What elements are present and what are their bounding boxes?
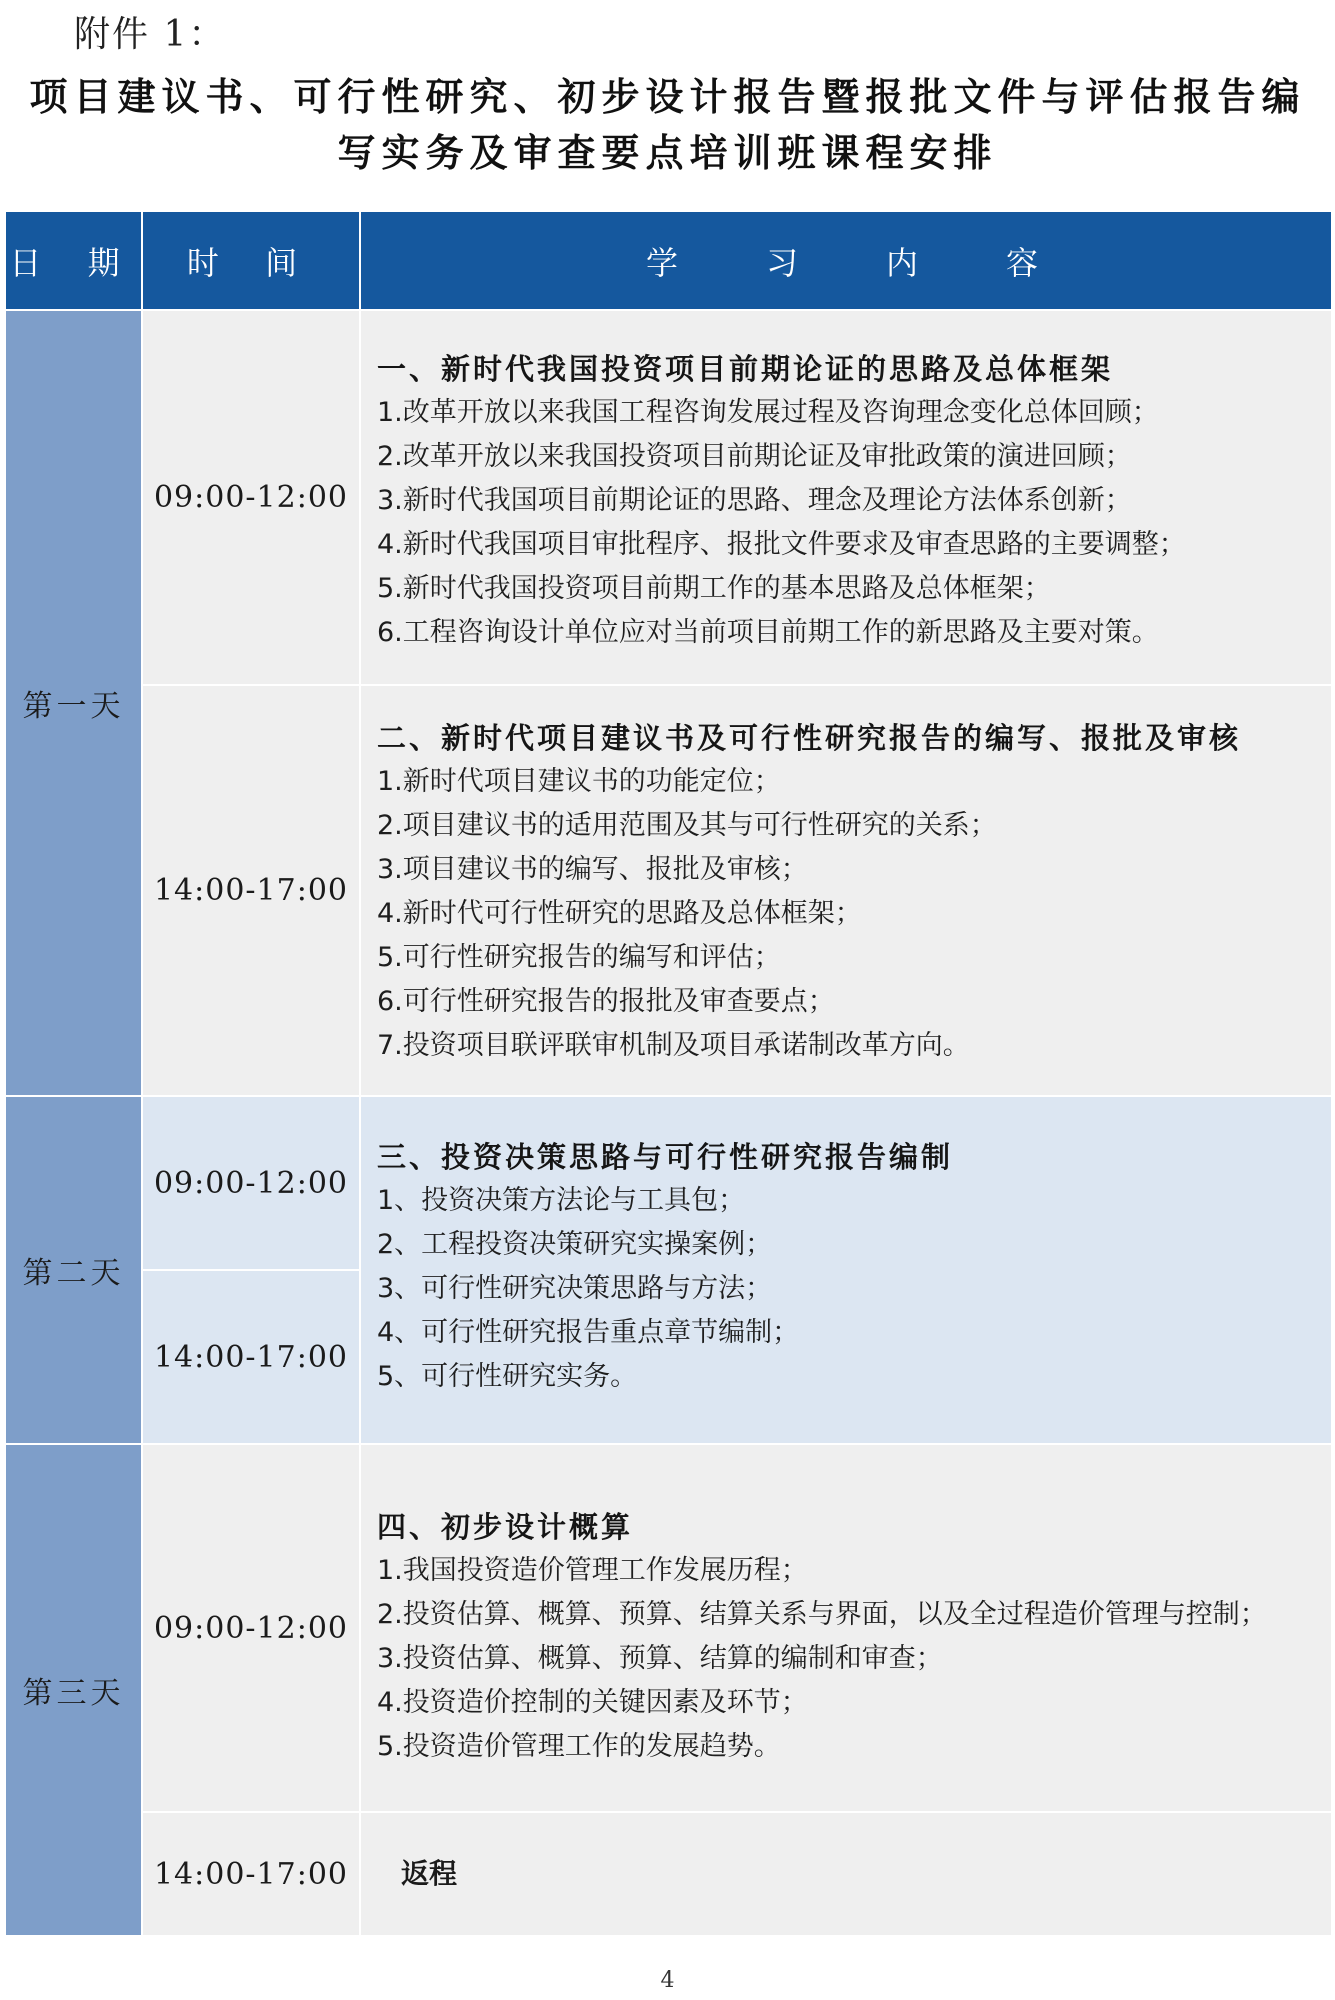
- list-item: 4、可行性研究报告重点章节编制；: [377, 1317, 800, 1348]
- list-item: 1.改革开放以来我国工程咨询发展过程及咨询理念变化总体回顾；: [377, 397, 1159, 428]
- header-content: [360, 211, 1332, 310]
- day-2-afternoon-time: 14:00-17:00: [142, 1270, 360, 1444]
- header-time-label: 时 间: [186, 243, 316, 282]
- list-item: 5、可行性研究实务。: [377, 1361, 638, 1392]
- attachment-label: 附件 1：: [74, 14, 227, 55]
- list-item: 6.工程咨询设计单位应对当前项目前期工作的新思路及主要对策。: [377, 617, 1159, 648]
- document-title-line-1: 项目建议书、可行性研究、初步设计报告暨报批文件与评估报告编: [29, 75, 1306, 119]
- list-item: 6.可行性研究报告的报批及审查要点；: [377, 986, 835, 1017]
- return-trip-text: 返程: [401, 1857, 458, 1890]
- header-time: [142, 211, 360, 310]
- list-item: 3、可行性研究决策思路与方法；: [377, 1273, 773, 1304]
- section-title: 三、投资决策思路与可行性研究报告编制: [377, 1140, 954, 1174]
- header-date-label: 日 期: [9, 243, 138, 282]
- table-row: [5, 1444, 1332, 1812]
- day-1-session-2-time: 14:00-17:00: [142, 685, 360, 1096]
- day-3-label: 第三天: [5, 1444, 142, 1936]
- day-1-session-1-content: [360, 310, 1332, 685]
- day-3-session-1-content: [360, 1444, 1332, 1812]
- header-date: [5, 211, 142, 310]
- list-item: 2.项目建议书的适用范围及其与可行性研究的关系；: [377, 810, 997, 841]
- day-1-session-2-content: [360, 685, 1332, 1096]
- section-title: 一、新时代我国投资项目前期论证的思路及总体框架: [377, 352, 1114, 386]
- table-row: [5, 685, 1332, 1096]
- list-item: 4.新时代我国项目审批程序、报批文件要求及审查思路的主要调整；: [377, 529, 1186, 560]
- table-row: [5, 1096, 1332, 1270]
- list-item: 1、投资决策方法论与工具包；: [377, 1185, 746, 1216]
- list-item: 3.投资估算、概算、预算、结算的编制和审查；: [377, 1643, 943, 1674]
- list-item: 2、工程投资决策研究实操案例；: [377, 1229, 773, 1260]
- list-item: 5.新时代我国投资项目前期工作的基本思路及总体框架；: [377, 573, 1051, 604]
- list-item: 7.投资项目联评联审机制及项目承诺制改革方向。: [377, 1030, 970, 1061]
- day-2-label: 第二天: [5, 1096, 142, 1444]
- table-row: [5, 310, 1332, 685]
- list-item: 2.改革开放以来我国投资项目前期论证及审批政策的演进回顾；: [377, 441, 1132, 472]
- list-item: 3.项目建议书的编写、报批及审核；: [377, 854, 808, 885]
- list-item: 4.投资造价控制的关键因素及环节；: [377, 1687, 808, 1718]
- document-title-line-2: 写实务及审查要点培训班课程安排: [337, 131, 998, 175]
- table-header-row: [5, 211, 1332, 310]
- day-1-session-1-time: 09:00-12:00: [142, 310, 360, 685]
- table-row: [5, 1812, 1332, 1936]
- day-3-session-1-time: 09:00-12:00: [142, 1444, 360, 1812]
- list-item: 1.我国投资造价管理工作发展历程；: [377, 1555, 808, 1586]
- day-2-morning-time: 09:00-12:00: [142, 1096, 360, 1270]
- section-title: 四、初步设计概算: [377, 1510, 634, 1544]
- day-3-session-2-time: 14:00-17:00: [142, 1812, 360, 1936]
- page-number: 4: [660, 1968, 675, 1993]
- header-content-label: 学 习 内 容: [645, 243, 1046, 282]
- day-2-content: [360, 1096, 1332, 1444]
- list-item: 5.投资造价管理工作的发展趋势。: [377, 1731, 781, 1762]
- section-title: 二、新时代项目建议书及可行性研究报告的编写、报批及审核: [377, 721, 1242, 755]
- day-3-session-2-content: [360, 1812, 1332, 1936]
- list-item: 4.新时代可行性研究的思路及总体框架；: [377, 898, 862, 929]
- schedule-table: [4, 210, 1333, 1937]
- list-item: 2.投资估算、概算、预算、结算关系与界面，以及全过程造价管理与控制；: [377, 1599, 1267, 1630]
- list-item: 3.新时代我国项目前期论证的思路、理念及理论方法体系创新；: [377, 485, 1132, 516]
- day-1-label: 第一天: [5, 310, 142, 1096]
- list-item: 1.新时代项目建议书的功能定位；: [377, 766, 781, 797]
- list-item: 5.可行性研究报告的编写和评估；: [377, 942, 781, 973]
